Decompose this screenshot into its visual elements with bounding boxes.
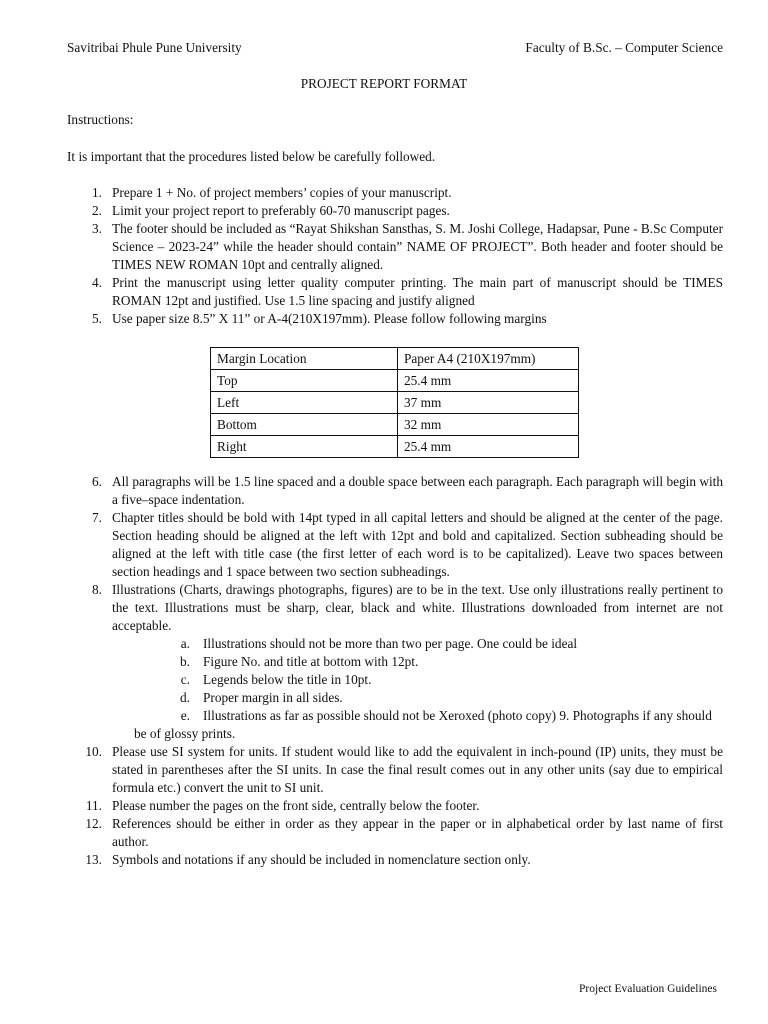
table-cell: Bottom (211, 414, 398, 436)
list-item-number: 10. (85, 744, 102, 759)
list-item-text: Symbols and notations if any should be included in nomenclature section only. (112, 852, 531, 867)
sub-list-continuation: be of glossy prints. (134, 726, 236, 741)
list-item-text: Please use SI system for units. If student would like to add the equivalent in inch-pound (IP) units, they must be stated in parentheses after the SI units. In case the final result comes out in any other units (say due to empirical formula etc.) convert the unit to SI unit. (112, 744, 723, 795)
sub-list-item-text: Illustrations should not be more than two per page. One could be ideal (203, 636, 578, 651)
header-faculty: Faculty of B.Sc. – Computer Science (525, 40, 723, 55)
list-item-number: 8. (92, 582, 102, 597)
table-header-cell: Paper A4 (210X197mm) (398, 348, 579, 370)
header-university: Savitribai Phule Pune University (67, 40, 242, 55)
list-item (0, 815, 768, 851)
sub-list-item-text: Legends below the title in 10pt. (203, 672, 372, 687)
list-item (0, 509, 768, 581)
sub-list-item (0, 671, 768, 689)
sub-list-item (0, 653, 768, 671)
list-item-text: Use paper size 8.5” X 11” or A-4(210X197mm). Please follow following margins (112, 311, 547, 326)
table-cell: 32 mm (398, 414, 579, 436)
sub-list-item (0, 707, 768, 725)
page-footer: Project Evaluation Guidelines (579, 983, 717, 995)
list-item-number: 3. (92, 221, 102, 236)
sub-list-item-letter: d. (180, 690, 190, 705)
list-item-number: 7. (92, 510, 102, 525)
list-item-text: Print the manuscript using letter quality computer printing. The main part of manuscript should be TIMES ROMAN 12pt and justified. Use 1.5 line spacing and justify aligned (112, 275, 723, 308)
table-row (211, 436, 579, 458)
intro-paragraph: It is important that the procedures listed below be carefully followed. (67, 149, 436, 164)
list-item-text: All paragraphs will be 1.5 line spaced and a double space between each paragraph. Each paragraph will begin with a five–space indentation. (112, 474, 723, 507)
list-item-number: 5. (92, 311, 102, 326)
table-cell: Left (211, 392, 398, 414)
list-item (0, 220, 768, 274)
list-item-text: The footer should be included as “Rayat Shikshan Sansthas, S. M. Joshi College, Hadapsar, Pune - B.Sc Computer Science – 2023-24” while the header should contain” NAME OF PROJECT”. Both header and footer should be TIMES NEW ROMAN 10pt and centrally aligned. (112, 221, 723, 272)
sub-list-item-letter: a. (180, 636, 190, 651)
sub-list-item (0, 635, 768, 653)
table-cell: 37 mm (398, 392, 579, 414)
table-cell: 25.4 mm (398, 370, 579, 392)
list-item (0, 581, 768, 635)
list-item (0, 743, 768, 797)
list-item-text: Chapter titles should be bold with 14pt typed in all capital letters and should be aligned at the center of the page. Section heading should be aligned at the left with 12pt and bold and capitalized. Section subheading should be aligned at the left with title case (the first letter of each word is to be capitalized). Leave two spaces between section headings and 1 space between two section subheadings. (112, 510, 723, 579)
sub-list-item-letter: c. (180, 672, 190, 687)
list-item-number: 13. (85, 852, 102, 867)
table-row (211, 392, 579, 414)
list-item-text: Please number the pages on the front side, centrally below the footer. (112, 798, 480, 813)
list-item (0, 851, 768, 869)
sub-list-item-text: Illustrations as far as possible should not be Xeroxed (photo copy) 9. Photographs if any should (203, 708, 712, 723)
list-item (0, 274, 768, 310)
list-item-number: 2. (92, 203, 102, 218)
list-item (0, 184, 768, 202)
sub-list-item-text: Figure No. and title at bottom with 12pt. (203, 654, 419, 669)
instructions-label: Instructions: (67, 112, 134, 127)
margin-table (210, 347, 579, 458)
list-item (0, 797, 768, 815)
list-item (0, 202, 768, 220)
table-header-row (211, 348, 579, 370)
list-item-text: Limit your project report to preferably 60-70 manuscript pages. (112, 203, 450, 218)
sub-list-item-letter: e. (180, 708, 190, 723)
instruction-list-1 (0, 184, 768, 328)
list-item-text: Illustrations (Charts, drawings photographs, figures) are to be in the text. Use only illustrations really pertinent to the text. Illustrations must be sharp, clear, black and white. Illustrations downloaded from internet are not acceptable. (112, 582, 723, 633)
table-cell: 25.4 mm (398, 436, 579, 458)
table-cell: Right (211, 436, 398, 458)
table-header-cell: Margin Location (211, 348, 398, 370)
list-item-number: 11. (85, 798, 102, 813)
list-item-number: 1. (92, 185, 102, 200)
table-cell: Top (211, 370, 398, 392)
sub-list-item-letter: b. (180, 654, 190, 669)
list-item-text: References should be either in order as they appear in the paper or in alphabetical order by last name of first author. (112, 816, 723, 849)
table-row (211, 414, 579, 436)
list-item-number: 6. (92, 474, 102, 489)
page-title: PROJECT REPORT FORMAT (300, 76, 468, 91)
list-item (0, 310, 768, 328)
sub-list-item (0, 689, 768, 707)
sub-list-item-text: Proper margin in all sides. (203, 690, 343, 705)
list-item-number: 12. (85, 816, 102, 831)
list-item-number: 4. (92, 275, 102, 290)
list-item-text: Prepare 1 + No. of project members’ copies of your manuscript. (112, 185, 452, 200)
list-item (0, 473, 768, 509)
table-row (211, 370, 579, 392)
instruction-list-2 (0, 473, 768, 869)
